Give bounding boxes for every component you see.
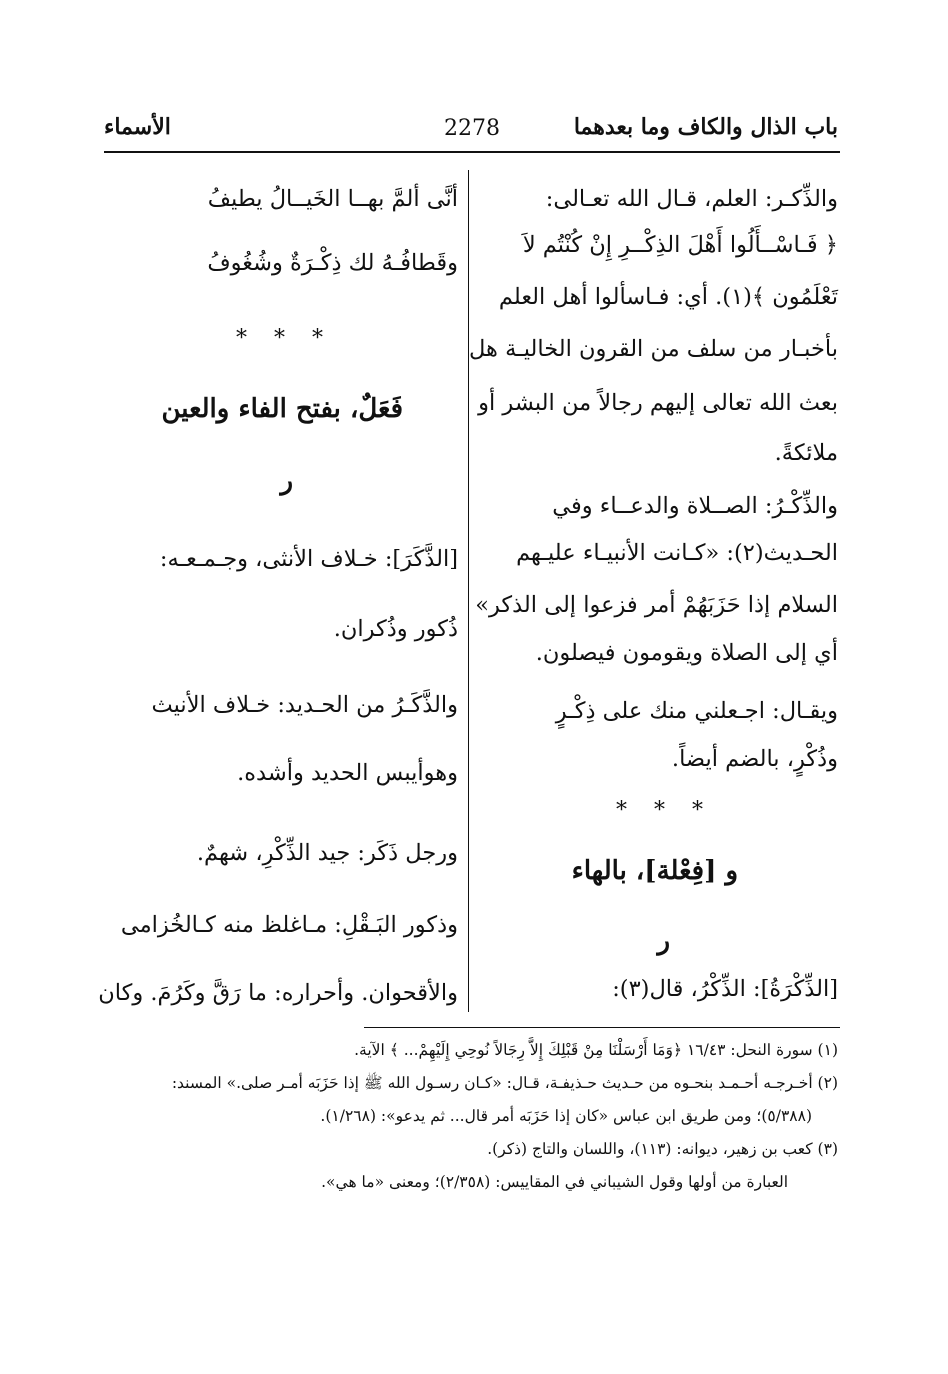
- text-line: السلام إذا حَزَبَهُمْ أمر فزعوا إلى الذكر»: [475, 592, 838, 618]
- text-line: بعث الله تعالى إليهم رجالاً من البشر أو: [478, 390, 838, 416]
- text-line: والذَّكَـرُ من الحـديد: خـلاف الأنيث: [151, 692, 458, 718]
- root-letter: ر: [657, 926, 670, 956]
- footnote-2: (٢) أخـرجـه أحـمـد بنحـوه من حـديث حـذيفـة، قـال: «كـان رسـول الله ﷺ إذا حَزَبَه أمـر صلى.» المسند:: [171, 1074, 838, 1092]
- page-number: 2278: [444, 116, 500, 141]
- footnote-3: (٣) كعب بن زهير، ديوانه: (١١٣)، واللسان والتاج (ذكر).: [487, 1140, 838, 1158]
- poem-line: وقَطافُـهُ لك ذِكْـرَةٌ وشُغُوفُ: [207, 250, 458, 276]
- text-line: ملائكةً.: [774, 440, 838, 466]
- chapter-title: باب الذال والكاف وما بعدهما: [573, 114, 838, 140]
- footnote-2-continued: (٥/٣٨٨)؛ ومن طريق ابن عباس «كان إذا حَزَبَه أمر قال... ثم يدعو»: (١/٢٦٨).: [320, 1107, 812, 1125]
- text-line: بأخبـار من سلف من القرون الخاليـة هل: [469, 336, 838, 362]
- section-heading: فَعَلٌ، بفتح الفاء والعين: [161, 394, 403, 424]
- text-line: والأقحوان. وأحراره: ما رَقَّ وكَرُمَ. وكان: [98, 980, 458, 1006]
- section-separator: * * *: [616, 798, 713, 823]
- text-line: وذُكْرٍ، بالضم أيضاً.: [671, 746, 838, 772]
- text-line: [الذَّكَرَ]: خـلاف الأنثى، وجـمـعـه:: [159, 546, 458, 572]
- text-line: ذُكور وذُكران.: [333, 616, 458, 642]
- text-line: ويقـال: اجـعلني منك على ذِكْـرٍ: [555, 698, 838, 724]
- section-separator: * * *: [236, 326, 333, 351]
- text-line: ﴿ فَـاسْــأَلُوا أَهْلَ الذِكْــرِ إِنْ كُنْتُم لاَ: [522, 232, 838, 258]
- root-letter: ر: [280, 466, 293, 496]
- text-line: والذِّكـر: العلم، قـال الله تعـالى:: [545, 186, 838, 212]
- text-line: وذكور البَـقْلِ: مـاغلظ منه كـالخُزامى: [120, 912, 458, 938]
- text-line: ورجل ذَكَر: جيد الذِّكْرِ، شهمٌ.: [196, 840, 458, 866]
- section-heading: و [فِعْلة]، بالهاء: [571, 856, 738, 886]
- section-title: الأسماء: [104, 114, 171, 140]
- text-line: وهوأيبس الحديد وأشده.: [237, 760, 458, 786]
- page-header: [104, 112, 838, 152]
- text-line: الحـديث(٢): «كـانت الأنبيـاء عليـهم: [516, 540, 838, 566]
- text-line: أي إلى الصلاة ويقومون فيصلون.: [535, 640, 838, 666]
- text-line: [الذِّكْرَةُ]: الذِّكْرُ، قال(٣):: [612, 976, 838, 1002]
- footnote-3-continued: العبارة من أولها وقول الشيباني في المقاييس: (٢/٣٥٨)؛ ومعنى «ما هي».: [321, 1173, 788, 1191]
- footnote-1: (١) سورة النحل: ١٦/٤٣ ﴿وَمَا أَرْسَلْنَا مِنْ قَبْلِكَ إِلاَّ رِجَالاً نُوحِي إِلَيْهِمْ... ﴾ الآية.: [354, 1041, 838, 1059]
- header-rule: [104, 151, 840, 153]
- footnote-rule: [364, 1027, 840, 1028]
- text-line: والذِّكْـرُ: الصــلاة والدعــاء وفي: [552, 493, 838, 519]
- column-divider: [468, 170, 469, 1012]
- text-line: تَعْلَمُون ﴾(١). أي: فـاسألوا أهل العلم: [498, 284, 838, 310]
- poem-line: أنَّى ألمَّ بهــا الخَيــالُ يطيفُ: [207, 186, 458, 212]
